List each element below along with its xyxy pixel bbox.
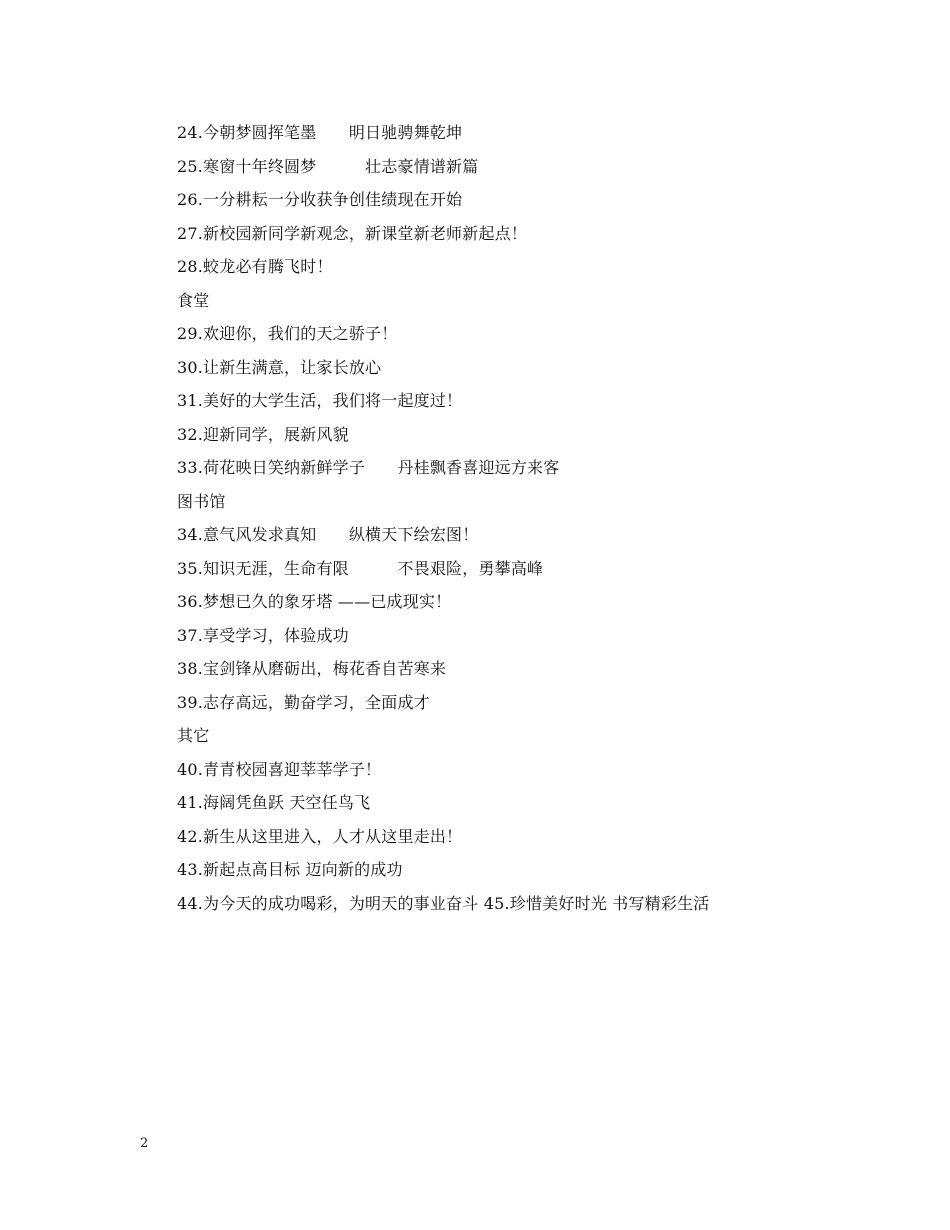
slogan-line: 44.为今天的成功喝彩，为明天的事业奋斗 45.珍惜美好时光 书写精彩生活: [177, 893, 710, 913]
slogan-line: 36.梦想已久的象牙塔 ——已成现实！: [177, 592, 452, 611]
slogan-line: 25.寒窗十年终圆梦 壮志豪情谱新篇: [177, 156, 479, 176]
section-heading: 其它: [177, 726, 210, 745]
slogan-line: 39.志存高远，勤奋学习，全面成才: [177, 692, 430, 712]
slogan-list: [177, 116, 877, 920]
slogan-line: 30.让新生满意，让家长放心: [177, 357, 382, 377]
slogan-line: 31.美好的大学生活，我们将一起度过！: [177, 391, 463, 410]
section-heading: 食堂: [177, 290, 210, 310]
slogan-line: 27.新校园新同学新观念，新课堂新老师新起点！: [177, 223, 528, 243]
slogan-line: 26.一分耕耘一分收获争创佳绩现在开始: [177, 190, 463, 209]
slogan-line: 42.新生从这里进入，人才从这里走出！: [177, 826, 463, 846]
slogan-line: 40.青青校园喜迎莘莘学子！: [177, 759, 382, 779]
slogan-line: 38.宝剑锋从磨砺出，梅花香自苦寒来: [177, 659, 447, 678]
slogan-line: 35.知识无涯，生命有限 不畏艰险，勇攀高峰: [177, 558, 544, 578]
slogan-line: 37.享受学习，体验成功: [177, 625, 349, 645]
slogan-line: 32.迎新同学，展新风貌: [177, 424, 349, 444]
slogan-line: 34.意气风发求真知 纵横天下绘宏图！: [177, 525, 479, 544]
slogan-line: 28.蛟龙必有腾飞时！: [177, 257, 333, 276]
slogan-line: 24.今朝梦圆挥笔墨 明日驰骋舞乾坤: [177, 123, 463, 142]
slogan-line: 33.荷花映日笑纳新鲜学子 丹桂飘香喜迎远方来客: [177, 458, 560, 477]
page-number: 2: [140, 1136, 149, 1151]
slogan-line: 41.海阔凭鱼跃 天空任鸟飞: [177, 793, 371, 812]
slogan-line: 43.新起点高目标 迈向新的成功: [177, 860, 403, 879]
section-heading: 图书馆: [177, 491, 226, 511]
slogan-line: 29.欢迎你，我们的天之骄子！: [177, 324, 398, 343]
